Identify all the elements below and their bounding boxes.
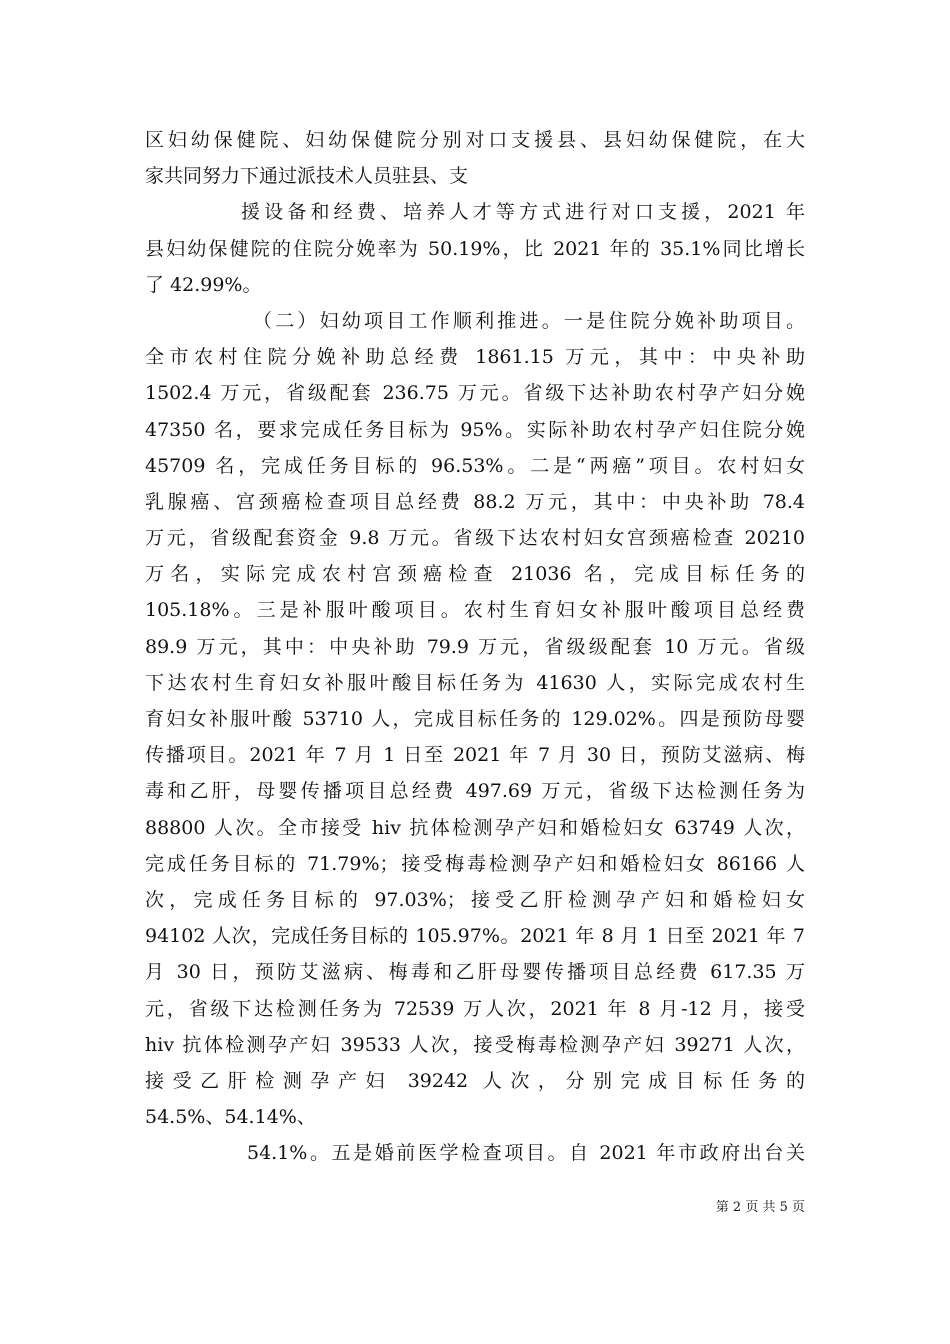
text-line: 94102 人次，完成任务目标的 105.97%。2021 年 8 月 1 日至 2021 年 7: [145, 925, 805, 948]
text-line: 54.5%、54.14%、: [145, 1106, 316, 1129]
text-line: 传播项目。2021 年 7 月 1 日至 2021 年 7 月 30 日，预防艾滋病、梅: [145, 744, 805, 767]
text-line: 完成任务目标的 71.79%；接受梅毒检测孕产妇和婚检妇女 86166 人: [145, 852, 805, 875]
text-line: 元，省级下达检测任务为 72539 万人次，2021 年 8 月-12 月，接受: [145, 997, 805, 1020]
text-line: 育妇女补服叶酸 53710 人，完成目标任务的 129.02%。四是预防母婴: [145, 708, 805, 730]
text-line: 了 42.99%。: [145, 273, 262, 296]
text-line: 47350 名，要求完成任务目标为 95%。实际补助农村孕产妇住院分娩: [145, 418, 805, 441]
section-heading-line: （二）妇幼项目工作顺利推进。一是住院分娩补助项目。: [253, 309, 805, 332]
text-line: 家共同努力下通过派技术人员驻县、支: [145, 165, 469, 188]
text-line: 援设备和经费、培养人才等方式进行对口支援，2021 年: [241, 201, 805, 224]
text-line: hiv 抗体检测孕产妇 39533 人次，接受梅毒检测孕产妇 39271 人次，: [145, 1033, 805, 1056]
text-line: 1502.4 万元，省级配套 236.75 万元。省级下达补助农村孕产妇分娩: [145, 382, 805, 405]
text-line: 县妇幼保健院的住院分娩率为 50.19%，比 2021 年的 35.1%同比增长: [145, 237, 805, 260]
text-line: 89.9 万元，其中：中央补助 79.9 万元，省级级配套 10 万元。省级: [145, 635, 805, 658]
text-line: 乳腺癌、宫颈癌检查项目总经费 88.2 万元，其中：中央补助 78.4: [145, 490, 805, 513]
text-line: 接受乙肝检测孕产妇 39242 人次，分别完成目标任务的: [145, 1069, 805, 1092]
text-line: 全市农村住院分娩补助总经费 1861.15 万元，其中：中央补助: [145, 346, 805, 369]
page-number-footer: 第 2 页 共 5 页: [715, 1200, 805, 1215]
document-body: [145, 122, 805, 1171]
text-line: 下达农村生育妇女补服叶酸目标任务为 41630 人，实际完成农村生: [145, 671, 805, 694]
text-line: 54.1%。五是婚前医学检查项目。自 2021 年市政府出台关: [247, 1142, 805, 1165]
text-line: 次，完成任务目标的 97.03%；接受乙肝检测孕产妇和婚检妇女: [145, 888, 805, 911]
text-line: 月 30 日，预防艾滋病、梅毒和乙肝母婴传播项目总经费 617.35 万: [145, 961, 805, 984]
text-line: 区妇幼保健院、妇幼保健院分别对口支援县、县妇幼保健院，在大: [145, 129, 805, 151]
text-line: 105.18%。三是补服叶酸项目。农村生育妇女补服叶酸项目总经费: [145, 599, 805, 622]
text-line: 万元，省级配套资金 9.8 万元。省级下达农村妇女宫颈癌检查 20210: [145, 527, 805, 550]
text-line: 万名，实际完成农村宫颈癌检查 21036 名，完成目标任务的: [145, 563, 805, 586]
text-line: 88800 人次。全市接受 hiv 抗体检测孕产妇和婚检妇女 63749 人次，: [145, 816, 805, 839]
text-line: 毒和乙肝，母婴传播项目总经费 497.69 万元，省级下达检测任务为: [145, 780, 805, 803]
text-line: 45709 名，完成任务目标的 96.53%。二是“两癌”项目。农村妇女: [145, 454, 805, 477]
